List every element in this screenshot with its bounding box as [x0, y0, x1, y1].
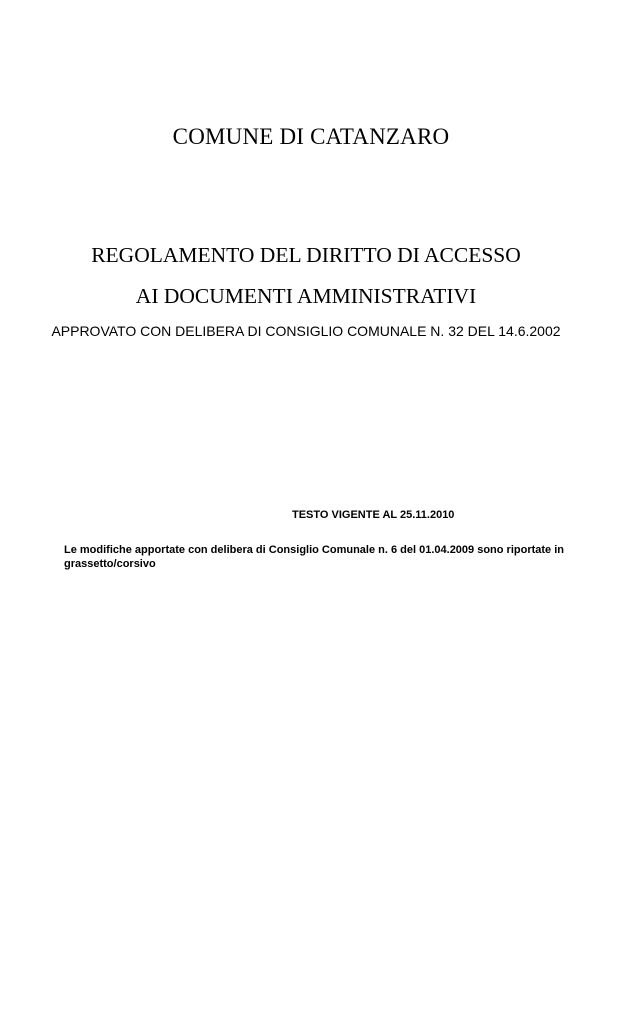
amendments-note: Le modifiche apportate con delibera di Consiglio Comunale n. 6 del 01.04.2009 sono riportate in grassetto/corsivo	[64, 544, 564, 570]
version-statement: TESTO VIGENTE AL 25.11.2010	[292, 509, 455, 521]
regulation-title-line-2: AI DOCUMENTI AMMINISTRATIVI	[135, 284, 477, 308]
regulation-title-line-1: REGOLAMENTO DEL DIRITTO DI ACCESSO	[91, 243, 521, 267]
approval-statement: APPROVATO CON DELIBERA DI CONSIGLIO COMUNALE N. 32 DEL 14.6.2002	[51, 323, 561, 339]
municipality-heading: COMUNE DI CATANZARO	[172, 124, 450, 149]
